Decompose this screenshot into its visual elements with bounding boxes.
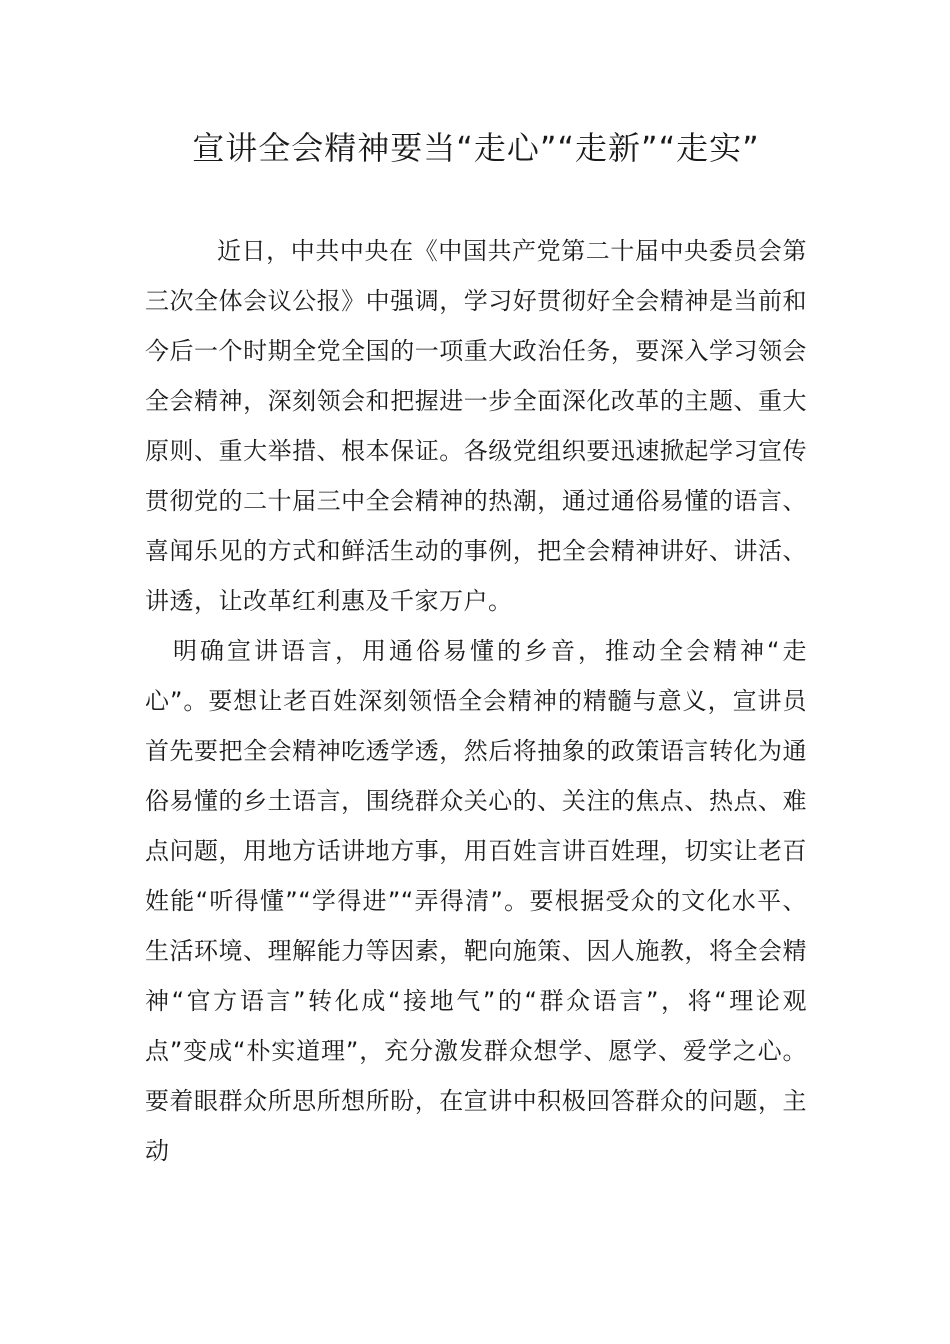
document-body	[145, 226, 807, 1176]
paragraph-zouxin: 明确宣讲语言，用通俗易懂的乡音，推动全会精神“走心”。要想让老百姓深刻领悟全会精神的精髓与意义，宣讲员首先要把全会精神吃透学透，然后将抽象的政策语言转化为通俗易懂的乡土语言，围绕群众关心的、关注的焦点、热点、难点问题，用地方话讲地方事，用百姓言讲百姓理，切实让老百姓能“听得懂”“学得进”“弄得清”。要根据受众的文化水平、生活环境、理解能力等因素，靶向施策、因人施教，将全会精神“官方语言”转化成“接地气”的“群众语言”，将“理论观点”变成“朴实道理”，充分激发群众想学、愿学、爱学之心。要着眼群众所思所想所盼，在宣讲中积极回答群众的问题，主动	[145, 637, 807, 1165]
document-title: 宣讲全会精神要当“走心”“走新”“走实”	[192, 129, 760, 167]
paragraph-intro: 近日，中共中央在《中国共产党第二十届中央委员会第三次全体会议公报》中强调，学习好贯彻好全会精神是当前和今后一个时期全党全国的一项重大政治任务，要深入学习领会全会精神，深刻领会和把握进一步全面深化改革的主题、重大原则、重大举措、根本保证。各级党组织要迅速掀起学习宣传贯彻党的二十届三中全会精神的热潮，通过通俗易懂的语言、喜闻乐见的方式和鲜活生动的事例，把全会精神讲好、讲活、讲透，让改革红利惠及千家万户。	[145, 237, 807, 615]
